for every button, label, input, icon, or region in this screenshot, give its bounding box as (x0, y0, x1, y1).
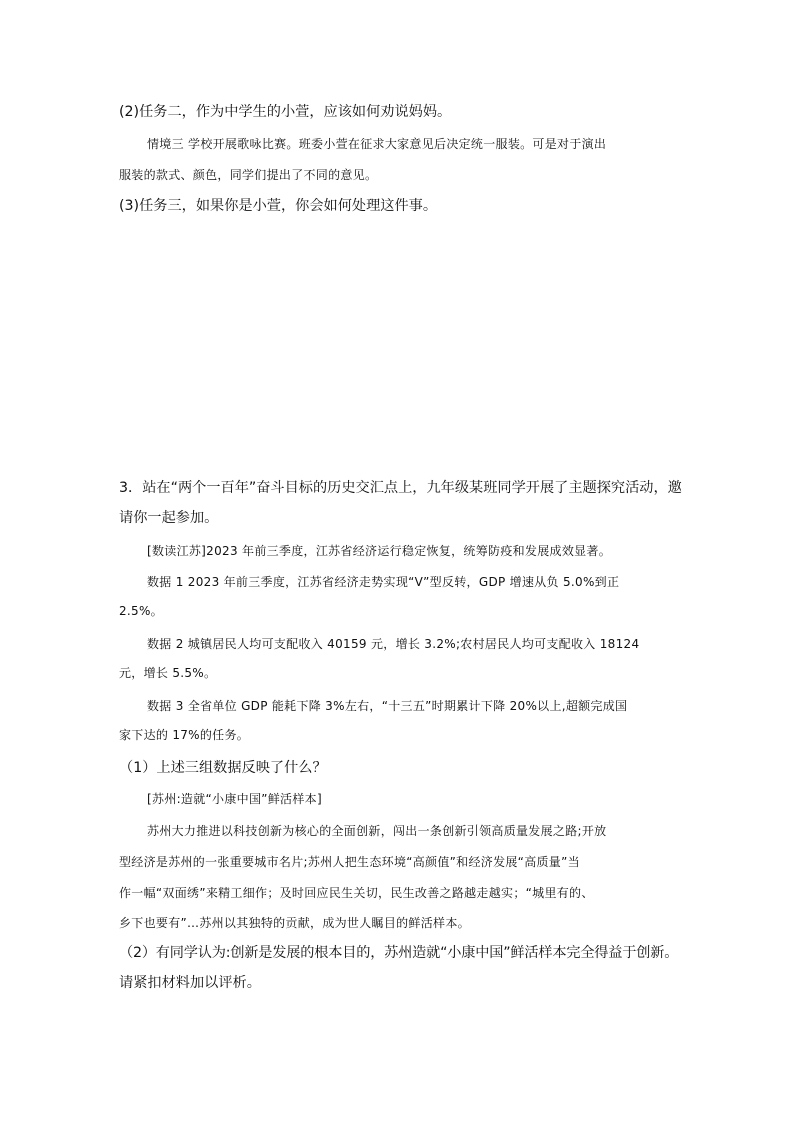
task3-question: (3)任务三，如果你是小萱，你会如何处理这件事。 (119, 198, 438, 214)
data2-line1: 数据 2 城镇居民人均可支配收入 40159 元，增长 3.2%;农村居民人均可支配收入 18124 (147, 637, 640, 651)
question3-stem-line1: 3．站在“两个一百年”奋斗目标的历史交汇点上，九年级某班同学开展了主题探究活动，邀 (119, 480, 682, 496)
suzhou-title: [苏州:造就“小康中国”鲜活样本] (147, 792, 322, 806)
suzhou-text-line4: 乡下也要有”…苏州以其独特的贡献，成为世人瞩目的鲜活样本。 (119, 916, 470, 930)
sub-question-2-line2: 请紧扣材料加以评析。 (119, 975, 261, 991)
suzhou-text-line2: 型经济是苏州的一张重要城市名片;苏州人把生态环境“高颜值”和经济发展“高质量”当 (119, 855, 580, 869)
data3-line1: 数据 3 全省单位 GDP 能耗下降 3%左右，“十三五”时期累计下降 20%以上,超额完成国 (147, 699, 628, 713)
data3-line2: 家下达的 17%的任务。 (119, 728, 250, 742)
data2-line2: 元，增长 5.5%。 (119, 666, 217, 680)
situation3-text-line1: 情境三 学校开展歌咏比赛。班委小萱在征求大家意见后决定统一服装。可是对于演出 (147, 137, 607, 151)
task2-question: (2)任务二，作为中学生的小萱，应该如何劝说妈妈。 (119, 104, 452, 120)
situation3-text-line2: 服装的款式、颜色，同学们提出了不同的意见。 (119, 168, 378, 182)
data1-line1: 数据 1 2023 年前三季度，江苏省经济走势实现“V”型反转，GDP 增速从负 5.0%到正 (147, 575, 620, 589)
suzhou-text-line3: 作一幅“双面绣”来精工细作；及时回应民生关切，民生改善之路越走越实；“城里有的、 (119, 886, 594, 900)
jiangsu-intro: [数读江苏]2023 年前三季度，江苏省经济运行稳定恢复，统筹防疫和发展成效显著。 (147, 544, 612, 558)
suzhou-text-line1: 苏州大力推进以科技创新为核心的全面创新，闯出一条创新引领高质量发展之路;开放 (147, 824, 607, 838)
sub-question-1: （1）上述三组数据反映了什么？ (119, 760, 327, 776)
data1-line2: 2.5%。 (119, 604, 163, 618)
question3-stem-line2: 请你一起参加。 (119, 510, 219, 526)
sub-question-2-line1: （2）有同学认为:创新是发展的根本目的，苏州造就“小康中国”鲜活样本完全得益于创新。 (119, 945, 679, 961)
